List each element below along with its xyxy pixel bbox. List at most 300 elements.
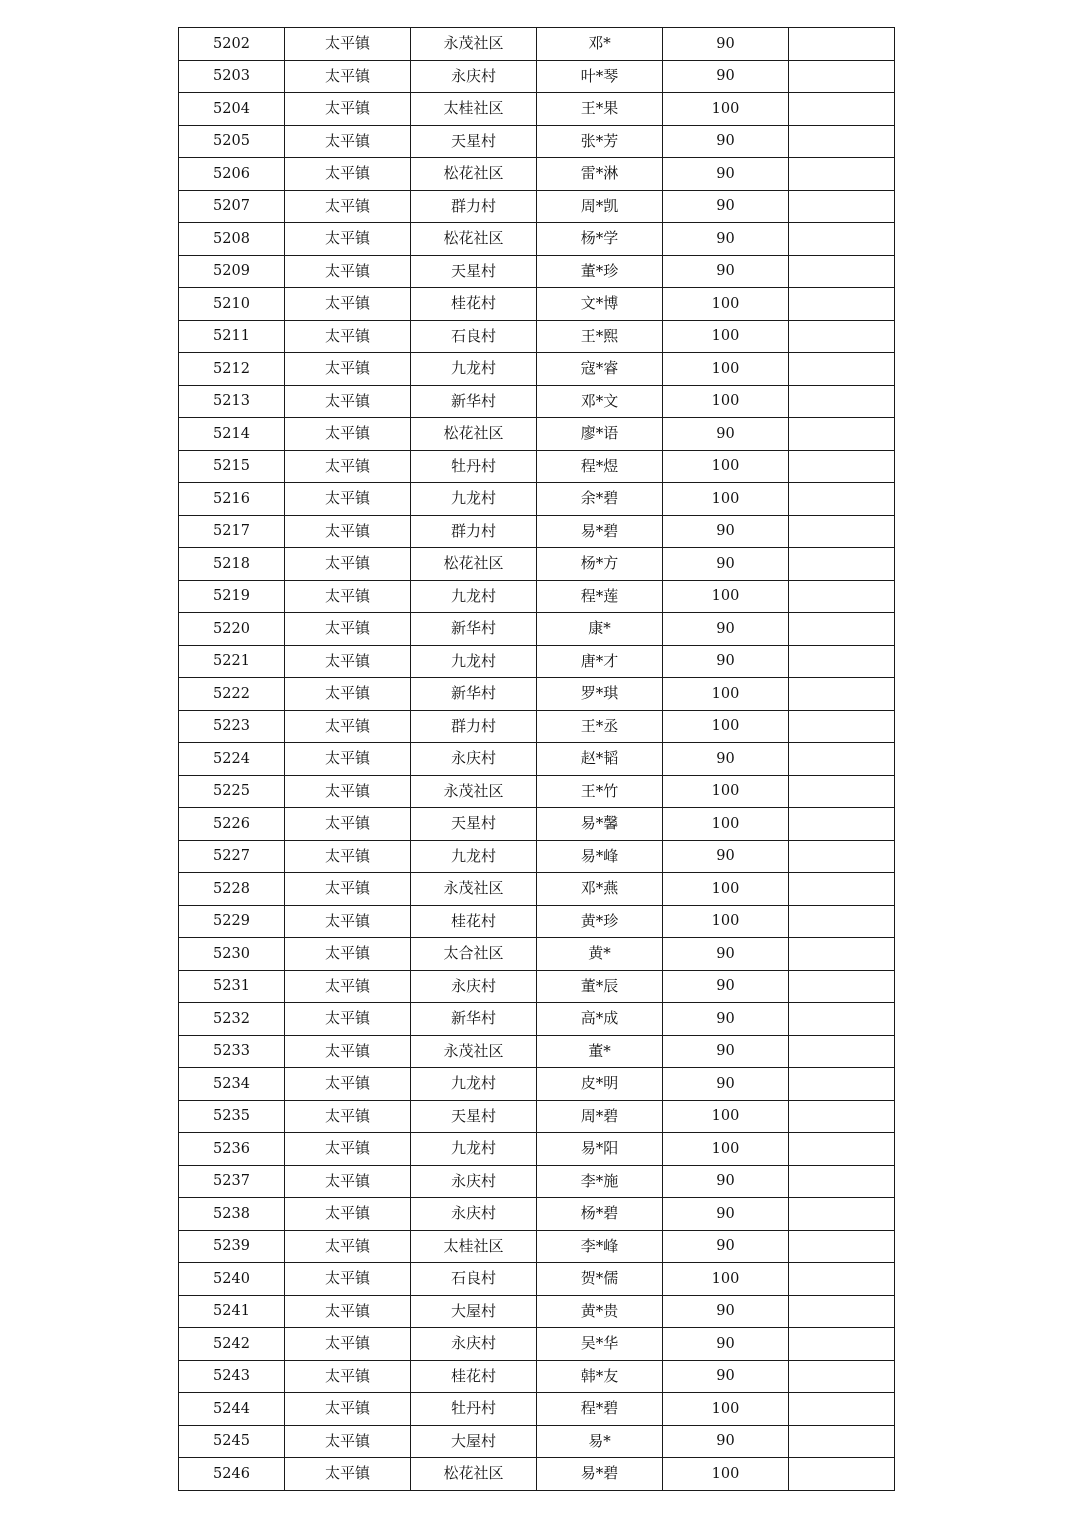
town-cell: 太平镇 — [285, 60, 411, 93]
note-cell — [789, 483, 895, 516]
amount-cell: 90 — [663, 125, 789, 158]
table-row — [179, 418, 895, 451]
amount-cell: 90 — [663, 548, 789, 581]
town-cell: 太平镇 — [285, 678, 411, 711]
town-cell: 太平镇 — [285, 320, 411, 353]
amount-cell: 90 — [663, 1295, 789, 1328]
table-row — [179, 743, 895, 776]
table-row — [179, 125, 895, 158]
village-cell: 永庆村 — [411, 60, 537, 93]
town-cell: 太平镇 — [285, 1230, 411, 1263]
person-name-cell: 雷*淋 — [537, 158, 663, 191]
record-id-cell: 5239 — [179, 1230, 285, 1263]
town-cell: 太平镇 — [285, 645, 411, 678]
amount-cell: 90 — [663, 418, 789, 451]
person-name-cell: 康* — [537, 613, 663, 646]
record-id-cell: 5218 — [179, 548, 285, 581]
person-name-cell: 邓*燕 — [537, 873, 663, 906]
table-row — [179, 905, 895, 938]
town-cell: 太平镇 — [285, 255, 411, 288]
town-cell: 太平镇 — [285, 743, 411, 776]
village-cell: 群力村 — [411, 190, 537, 223]
village-cell: 石良村 — [411, 1263, 537, 1296]
amount-cell: 100 — [663, 710, 789, 743]
person-name-cell: 董* — [537, 1035, 663, 1068]
town-cell: 太平镇 — [285, 353, 411, 386]
note-cell — [789, 1360, 895, 1393]
record-id-cell: 5238 — [179, 1198, 285, 1231]
note-cell — [789, 1230, 895, 1263]
village-cell: 天星村 — [411, 808, 537, 841]
table-row — [179, 840, 895, 873]
table-row — [179, 1133, 895, 1166]
record-id-cell: 5245 — [179, 1425, 285, 1458]
amount-cell: 90 — [663, 840, 789, 873]
note-cell — [789, 353, 895, 386]
person-name-cell: 周*碧 — [537, 1100, 663, 1133]
table-row — [179, 158, 895, 191]
town-cell: 太平镇 — [285, 1295, 411, 1328]
table-row — [179, 970, 895, 1003]
note-cell — [789, 255, 895, 288]
village-cell: 大屋村 — [411, 1425, 537, 1458]
person-name-cell: 易*阳 — [537, 1133, 663, 1166]
village-cell: 松花社区 — [411, 418, 537, 451]
town-cell: 太平镇 — [285, 190, 411, 223]
person-name-cell: 邓*文 — [537, 385, 663, 418]
record-id-cell: 5225 — [179, 775, 285, 808]
person-name-cell: 程*莲 — [537, 580, 663, 613]
record-id-cell: 5212 — [179, 353, 285, 386]
town-cell: 太平镇 — [285, 938, 411, 971]
note-cell — [789, 125, 895, 158]
record-id-cell: 5207 — [179, 190, 285, 223]
note-cell — [789, 60, 895, 93]
amount-cell: 100 — [663, 808, 789, 841]
record-id-cell: 5233 — [179, 1035, 285, 1068]
village-cell: 永茂社区 — [411, 28, 537, 61]
note-cell — [789, 93, 895, 126]
amount-cell: 100 — [663, 353, 789, 386]
table-row — [179, 385, 895, 418]
note-cell — [789, 1263, 895, 1296]
table-row — [179, 190, 895, 223]
note-cell — [789, 1035, 895, 1068]
village-cell: 桂花村 — [411, 905, 537, 938]
person-name-cell: 贺*儒 — [537, 1263, 663, 1296]
amount-cell: 90 — [663, 970, 789, 1003]
amount-cell: 90 — [663, 743, 789, 776]
amount-cell: 90 — [663, 158, 789, 191]
note-cell — [789, 1458, 895, 1491]
person-name-cell: 程*煜 — [537, 450, 663, 483]
village-cell: 天星村 — [411, 125, 537, 158]
person-name-cell: 寇*睿 — [537, 353, 663, 386]
record-id-cell: 5242 — [179, 1328, 285, 1361]
table-row — [179, 1100, 895, 1133]
amount-cell: 100 — [663, 873, 789, 906]
amount-cell: 100 — [663, 580, 789, 613]
amount-cell: 100 — [663, 1100, 789, 1133]
note-cell — [789, 1425, 895, 1458]
person-name-cell: 易* — [537, 1425, 663, 1458]
amount-cell: 100 — [663, 905, 789, 938]
note-cell — [789, 873, 895, 906]
amount-cell: 90 — [663, 1360, 789, 1393]
person-name-cell: 王*果 — [537, 93, 663, 126]
note-cell — [789, 190, 895, 223]
note-cell — [789, 710, 895, 743]
amount-cell: 100 — [663, 1393, 789, 1426]
village-cell: 永茂社区 — [411, 775, 537, 808]
person-name-cell: 唐*才 — [537, 645, 663, 678]
table-row — [179, 1035, 895, 1068]
note-cell — [789, 1198, 895, 1231]
town-cell: 太平镇 — [285, 450, 411, 483]
record-id-cell: 5204 — [179, 93, 285, 126]
amount-cell: 100 — [663, 678, 789, 711]
amount-cell: 100 — [663, 450, 789, 483]
table-row — [179, 450, 895, 483]
village-cell: 新华村 — [411, 613, 537, 646]
record-id-cell: 5229 — [179, 905, 285, 938]
table-row — [179, 320, 895, 353]
person-name-cell: 易*峰 — [537, 840, 663, 873]
table-row — [179, 1198, 895, 1231]
table-row — [179, 1360, 895, 1393]
amount-cell: 100 — [663, 775, 789, 808]
table-row — [179, 28, 895, 61]
note-cell — [789, 678, 895, 711]
village-cell: 群力村 — [411, 710, 537, 743]
table-row — [179, 710, 895, 743]
amount-cell: 90 — [663, 255, 789, 288]
town-cell: 太平镇 — [285, 515, 411, 548]
amount-cell: 90 — [663, 223, 789, 256]
note-cell — [789, 515, 895, 548]
table-row — [179, 548, 895, 581]
person-name-cell: 高*成 — [537, 1003, 663, 1036]
record-id-cell: 5219 — [179, 580, 285, 613]
town-cell: 太平镇 — [285, 548, 411, 581]
amount-cell: 90 — [663, 645, 789, 678]
town-cell: 太平镇 — [285, 1458, 411, 1491]
person-name-cell: 吴*华 — [537, 1328, 663, 1361]
record-id-cell: 5213 — [179, 385, 285, 418]
table-row — [179, 1393, 895, 1426]
person-name-cell: 罗*琪 — [537, 678, 663, 711]
town-cell: 太平镇 — [285, 125, 411, 158]
record-id-cell: 5228 — [179, 873, 285, 906]
note-cell — [789, 1295, 895, 1328]
village-cell: 九龙村 — [411, 645, 537, 678]
record-id-cell: 5231 — [179, 970, 285, 1003]
person-name-cell: 杨*学 — [537, 223, 663, 256]
person-name-cell: 廖*语 — [537, 418, 663, 451]
person-name-cell: 杨*碧 — [537, 1198, 663, 1231]
table-row — [179, 1230, 895, 1263]
person-name-cell: 董*辰 — [537, 970, 663, 1003]
amount-cell: 90 — [663, 28, 789, 61]
town-cell: 太平镇 — [285, 288, 411, 321]
note-cell — [789, 613, 895, 646]
person-name-cell: 董*珍 — [537, 255, 663, 288]
table-row — [179, 1165, 895, 1198]
amount-cell: 90 — [663, 1165, 789, 1198]
note-cell — [789, 385, 895, 418]
town-cell: 太平镇 — [285, 93, 411, 126]
village-cell: 石良村 — [411, 320, 537, 353]
village-cell: 永庆村 — [411, 970, 537, 1003]
record-id-cell: 5217 — [179, 515, 285, 548]
table-row — [179, 645, 895, 678]
town-cell: 太平镇 — [285, 1068, 411, 1101]
person-name-cell: 杨*方 — [537, 548, 663, 581]
note-cell — [789, 28, 895, 61]
village-cell: 桂花村 — [411, 1360, 537, 1393]
town-cell: 太平镇 — [285, 1100, 411, 1133]
table-row — [179, 60, 895, 93]
record-id-cell: 5243 — [179, 1360, 285, 1393]
roster-table — [178, 27, 895, 1491]
person-name-cell: 程*碧 — [537, 1393, 663, 1426]
note-cell — [789, 450, 895, 483]
person-name-cell: 邓* — [537, 28, 663, 61]
table-row — [179, 938, 895, 971]
roster-body — [179, 28, 895, 1491]
table-row — [179, 1295, 895, 1328]
amount-cell: 90 — [663, 1003, 789, 1036]
town-cell: 太平镇 — [285, 1360, 411, 1393]
amount-cell: 100 — [663, 93, 789, 126]
amount-cell: 100 — [663, 320, 789, 353]
note-cell — [789, 1133, 895, 1166]
person-name-cell: 王*熙 — [537, 320, 663, 353]
village-cell: 永庆村 — [411, 743, 537, 776]
town-cell: 太平镇 — [285, 905, 411, 938]
record-id-cell: 5224 — [179, 743, 285, 776]
note-cell — [789, 645, 895, 678]
village-cell: 松花社区 — [411, 158, 537, 191]
table-row — [179, 255, 895, 288]
village-cell: 永庆村 — [411, 1165, 537, 1198]
town-cell: 太平镇 — [285, 223, 411, 256]
village-cell: 九龙村 — [411, 840, 537, 873]
note-cell — [789, 840, 895, 873]
record-id-cell: 5221 — [179, 645, 285, 678]
town-cell: 太平镇 — [285, 1328, 411, 1361]
table-row — [179, 613, 895, 646]
table-row — [179, 1003, 895, 1036]
amount-cell: 90 — [663, 515, 789, 548]
table-row — [179, 1458, 895, 1491]
record-id-cell: 5246 — [179, 1458, 285, 1491]
table-row — [179, 775, 895, 808]
town-cell: 太平镇 — [285, 385, 411, 418]
village-cell: 九龙村 — [411, 353, 537, 386]
record-id-cell: 5227 — [179, 840, 285, 873]
village-cell: 永茂社区 — [411, 1035, 537, 1068]
town-cell: 太平镇 — [285, 1393, 411, 1426]
town-cell: 太平镇 — [285, 775, 411, 808]
village-cell: 桂花村 — [411, 288, 537, 321]
town-cell: 太平镇 — [285, 418, 411, 451]
note-cell — [789, 1165, 895, 1198]
note-cell — [789, 775, 895, 808]
town-cell: 太平镇 — [285, 873, 411, 906]
amount-cell: 90 — [663, 1035, 789, 1068]
note-cell — [789, 808, 895, 841]
record-id-cell: 5214 — [179, 418, 285, 451]
village-cell: 永庆村 — [411, 1198, 537, 1231]
amount-cell: 100 — [663, 385, 789, 418]
village-cell: 九龙村 — [411, 1068, 537, 1101]
person-name-cell: 黄* — [537, 938, 663, 971]
person-name-cell: 王*竹 — [537, 775, 663, 808]
table-row — [179, 678, 895, 711]
table-row — [179, 353, 895, 386]
amount-cell: 90 — [663, 1068, 789, 1101]
amount-cell: 100 — [663, 1263, 789, 1296]
person-name-cell: 易*碧 — [537, 1458, 663, 1491]
person-name-cell: 黄*贵 — [537, 1295, 663, 1328]
note-cell — [789, 1003, 895, 1036]
note-cell — [789, 548, 895, 581]
town-cell: 太平镇 — [285, 970, 411, 1003]
amount-cell: 90 — [663, 1425, 789, 1458]
record-id-cell: 5244 — [179, 1393, 285, 1426]
table-row — [179, 808, 895, 841]
record-id-cell: 5211 — [179, 320, 285, 353]
record-id-cell: 5208 — [179, 223, 285, 256]
note-cell — [789, 580, 895, 613]
town-cell: 太平镇 — [285, 1003, 411, 1036]
note-cell — [789, 1393, 895, 1426]
record-id-cell: 5205 — [179, 125, 285, 158]
town-cell: 太平镇 — [285, 613, 411, 646]
note-cell — [789, 1328, 895, 1361]
village-cell: 大屋村 — [411, 1295, 537, 1328]
note-cell — [789, 1068, 895, 1101]
village-cell: 新华村 — [411, 678, 537, 711]
village-cell: 松花社区 — [411, 223, 537, 256]
record-id-cell: 5223 — [179, 710, 285, 743]
record-id-cell: 5230 — [179, 938, 285, 971]
amount-cell: 90 — [663, 190, 789, 223]
record-id-cell: 5220 — [179, 613, 285, 646]
person-name-cell: 张*芳 — [537, 125, 663, 158]
note-cell — [789, 288, 895, 321]
table-row — [179, 223, 895, 256]
amount-cell: 90 — [663, 60, 789, 93]
record-id-cell: 5241 — [179, 1295, 285, 1328]
person-name-cell: 赵*韬 — [537, 743, 663, 776]
record-id-cell: 5232 — [179, 1003, 285, 1036]
amount-cell: 100 — [663, 1133, 789, 1166]
note-cell — [789, 320, 895, 353]
village-cell: 松花社区 — [411, 548, 537, 581]
town-cell: 太平镇 — [285, 1198, 411, 1231]
table-row — [179, 1328, 895, 1361]
amount-cell: 100 — [663, 288, 789, 321]
village-cell: 九龙村 — [411, 483, 537, 516]
village-cell: 天星村 — [411, 255, 537, 288]
town-cell: 太平镇 — [285, 710, 411, 743]
amount-cell: 90 — [663, 613, 789, 646]
amount-cell: 90 — [663, 1198, 789, 1231]
person-name-cell: 周*凯 — [537, 190, 663, 223]
amount-cell: 90 — [663, 938, 789, 971]
village-cell: 永庆村 — [411, 1328, 537, 1361]
village-cell: 群力村 — [411, 515, 537, 548]
person-name-cell: 韩*友 — [537, 1360, 663, 1393]
person-name-cell: 皮*明 — [537, 1068, 663, 1101]
village-cell: 新华村 — [411, 1003, 537, 1036]
town-cell: 太平镇 — [285, 1425, 411, 1458]
table-row — [179, 1425, 895, 1458]
amount-cell: 100 — [663, 1458, 789, 1491]
table-row — [179, 288, 895, 321]
table-row — [179, 93, 895, 126]
note-cell — [789, 223, 895, 256]
village-cell: 天星村 — [411, 1100, 537, 1133]
amount-cell: 90 — [663, 1328, 789, 1361]
record-id-cell: 5202 — [179, 28, 285, 61]
table-row — [179, 483, 895, 516]
village-cell: 太合社区 — [411, 938, 537, 971]
town-cell: 太平镇 — [285, 840, 411, 873]
note-cell — [789, 1100, 895, 1133]
amount-cell: 90 — [663, 1230, 789, 1263]
note-cell — [789, 905, 895, 938]
village-cell: 太桂社区 — [411, 1230, 537, 1263]
village-cell: 松花社区 — [411, 1458, 537, 1491]
table-row — [179, 580, 895, 613]
person-name-cell: 黄*珍 — [537, 905, 663, 938]
record-id-cell: 5210 — [179, 288, 285, 321]
town-cell: 太平镇 — [285, 483, 411, 516]
note-cell — [789, 970, 895, 1003]
person-name-cell: 余*碧 — [537, 483, 663, 516]
note-cell — [789, 938, 895, 971]
person-name-cell: 文*博 — [537, 288, 663, 321]
town-cell: 太平镇 — [285, 1165, 411, 1198]
town-cell: 太平镇 — [285, 808, 411, 841]
table-row — [179, 873, 895, 906]
village-cell: 太桂社区 — [411, 93, 537, 126]
record-id-cell: 5222 — [179, 678, 285, 711]
village-cell: 九龙村 — [411, 1133, 537, 1166]
person-name-cell: 叶*琴 — [537, 60, 663, 93]
note-cell — [789, 158, 895, 191]
person-name-cell: 李*峰 — [537, 1230, 663, 1263]
record-id-cell: 5203 — [179, 60, 285, 93]
table-row — [179, 1068, 895, 1101]
town-cell: 太平镇 — [285, 28, 411, 61]
record-id-cell: 5234 — [179, 1068, 285, 1101]
village-cell: 新华村 — [411, 385, 537, 418]
record-id-cell: 5235 — [179, 1100, 285, 1133]
record-id-cell: 5237 — [179, 1165, 285, 1198]
record-id-cell: 5240 — [179, 1263, 285, 1296]
person-name-cell: 李*施 — [537, 1165, 663, 1198]
record-id-cell: 5206 — [179, 158, 285, 191]
village-cell: 永茂社区 — [411, 873, 537, 906]
note-cell — [789, 418, 895, 451]
town-cell: 太平镇 — [285, 1133, 411, 1166]
town-cell: 太平镇 — [285, 158, 411, 191]
record-id-cell: 5215 — [179, 450, 285, 483]
